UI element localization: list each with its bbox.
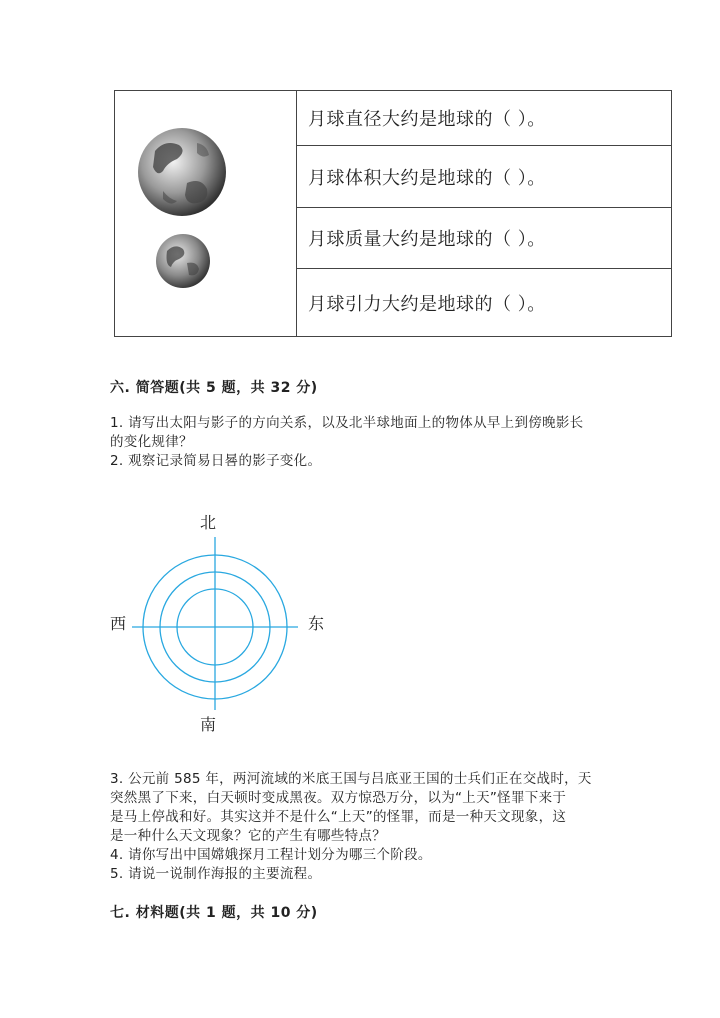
small-globe <box>156 234 210 288</box>
section-7-title: 七. 材料题(共 1 题，共 10 分) <box>110 905 318 921</box>
label-west: 西 <box>110 614 127 633</box>
question-1-line-2: 的变化规律？ <box>110 434 193 450</box>
row-text: 月球直径大约是地球的（ ）。 <box>308 109 546 130</box>
table-row <box>297 268 671 336</box>
large-globe <box>138 128 226 216</box>
label-south: 南 <box>200 715 217 734</box>
question-2: 2. 观察记录简易日晷的影子变化。 <box>110 453 322 469</box>
table-row <box>297 145 671 207</box>
table-row <box>297 207 671 268</box>
row-text: 月球引力大约是地球的（ ）。 <box>308 293 546 315</box>
moon-earth-table <box>114 90 672 337</box>
question-4: 4. 请你写出中国嫦娥探月工程计划分为哪三个阶段。 <box>110 847 432 863</box>
row-text: 月球体积大约是地球的（ ）。 <box>308 167 546 189</box>
question-5: 5. 请说一说制作海报的主要流程。 <box>110 866 322 882</box>
label-east: 东 <box>308 614 325 633</box>
question-1-line-1: 1. 请写出太阳与影子的方向关系，以及北半球地面上的物体从早上到傍晚影长 <box>110 415 584 431</box>
image-cell <box>115 91 297 336</box>
question-3-line-3: 是马上停战和好。其实这并不是什么“上天”的怪罪，而是一种天文现象，这 <box>110 809 567 825</box>
question-3-line-4: 是一种什么天文现象？它的产生有哪些特点？ <box>110 828 386 844</box>
table-row <box>297 91 671 145</box>
sundial-svg <box>100 500 340 740</box>
row-text: 月球质量大约是地球的（ ）。 <box>308 229 546 250</box>
moon-earth-illustration <box>115 91 295 336</box>
question-3-line-2: 突然黑了下来，白天顿时变成黑夜。双方惊恐万分，以为“上天”怪罪下来于 <box>110 790 567 806</box>
section-6-title: 六. 简答题(共 5 题，共 32 分) <box>110 380 318 396</box>
sundial-diagram <box>100 500 340 740</box>
question-3-line-1: 3. 公元前 585 年，两河流域的米底王国与吕底亚王国的士兵们正在交战时，天 <box>110 771 592 787</box>
label-north: 北 <box>200 513 217 532</box>
